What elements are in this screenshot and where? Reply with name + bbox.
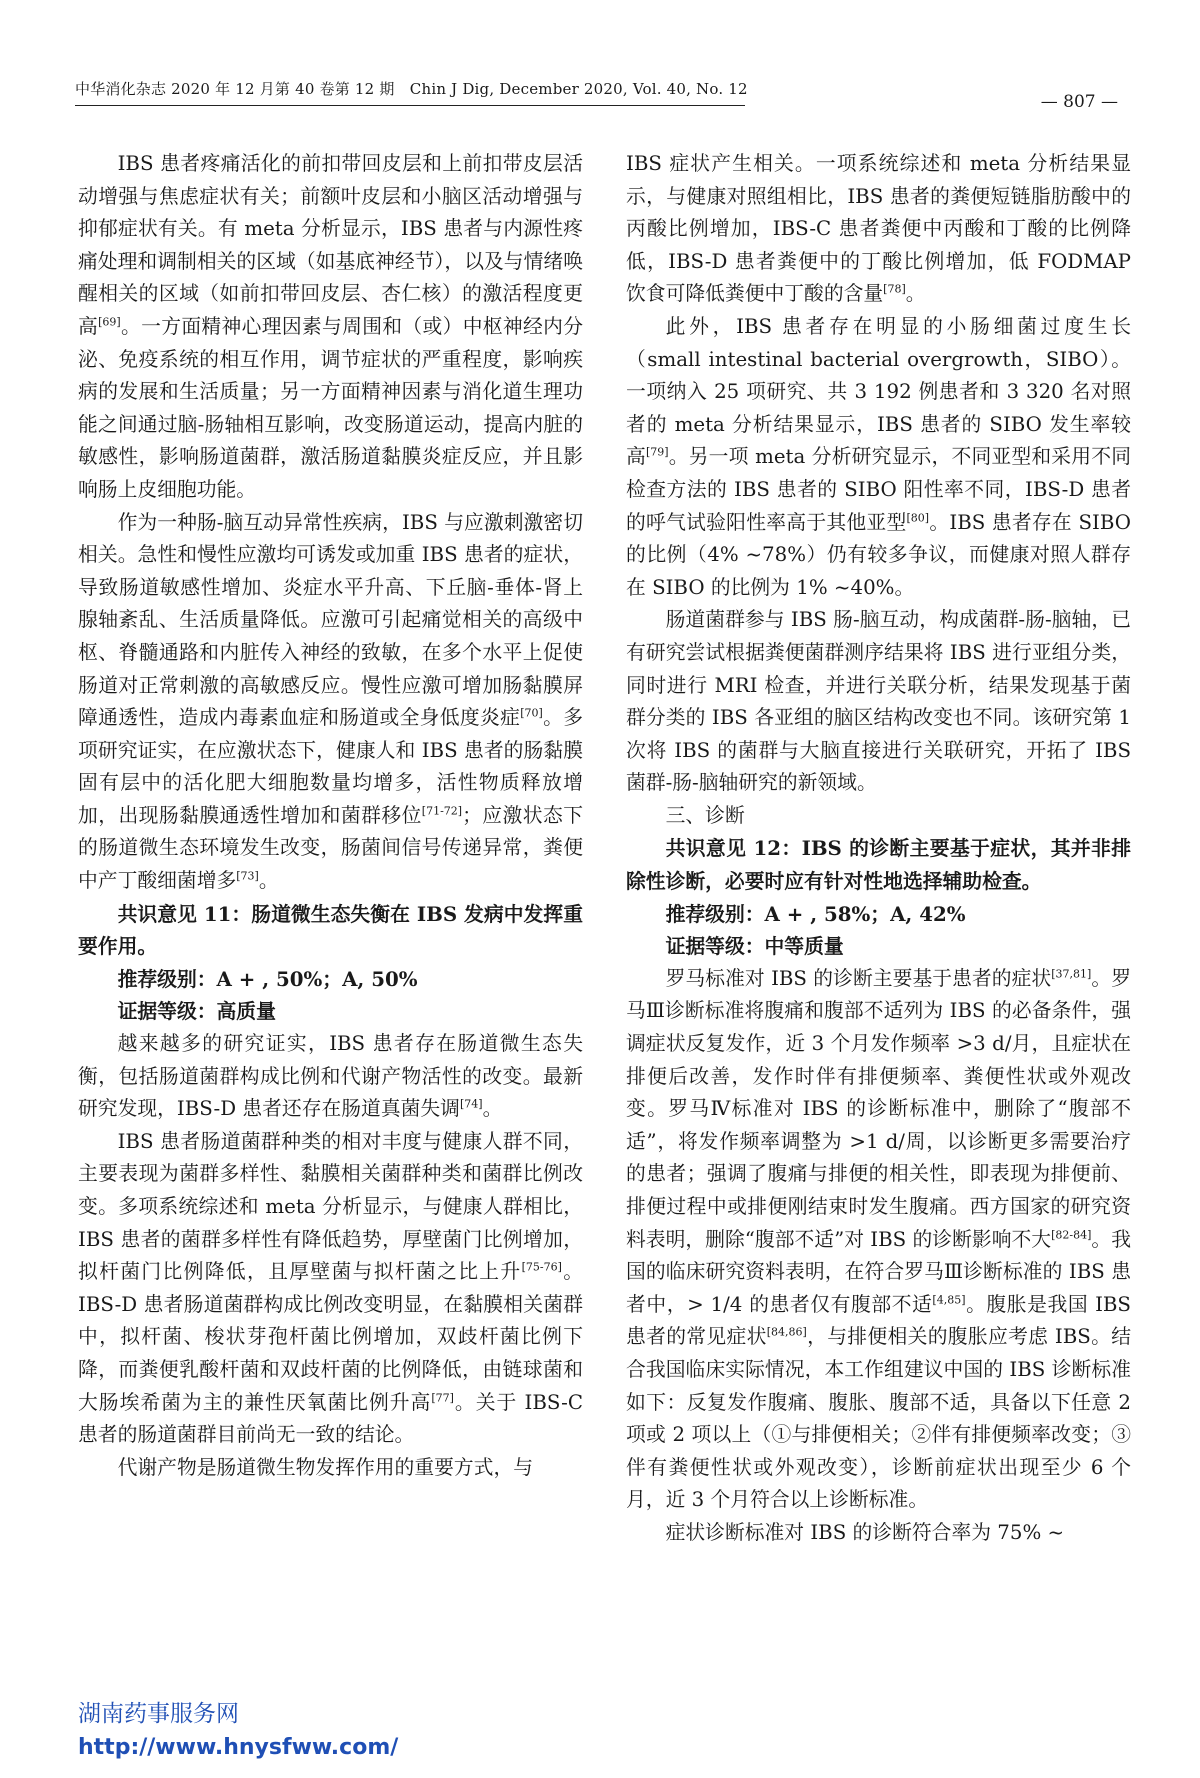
watermark[interactable] <box>78 1697 398 1765</box>
citation-ref: [75-76] <box>521 1260 562 1274</box>
citation-ref: [71-72] <box>421 804 463 818</box>
citation-ref: [77] <box>431 1390 454 1404</box>
paragraph <box>626 148 1131 311</box>
consensus-statement <box>626 832 1131 897</box>
text-run: 此外，IBS 患者存在明显的小肠细菌过度生长（small intestinal bacterial overgrowth，SIBO）。一项纳入 25 项研究、共 3 192 例患者和 3 320 名对照者的 meta 分析结果显示，IBS 患者的 SIBO 发生率较高 <box>626 314 1131 469</box>
paragraph <box>78 1126 583 1452</box>
text-run: 肠道菌群参与 IBS 肠-脑互动，构成菌群-肠-脑轴，已有研究尝试根据粪便菌群测序结果将 IBS 进行亚组分类，同时进行 MRI 检查，并进行关联分析，结果发现基于菌群分类的 IBS 各亚组的脑区结构改变也不同。该研究第 1 次将 IBS 的菌群与大脑直接进行关联研究，开拓了 IBS 菌群-肠-脑轴研究的新领域。 <box>626 608 1131 795</box>
text-run: 。一方面精神心理因素与周围和（或）中枢神经内分泌、免疫系统的相互作用，调节症状的严重程度，影响疾病的发展和生活质量；另一方面精神因素与消化道生理功能之间通过脑-肠轴相互影响，改变肠道运动，提高内脏的敏感性，影响肠道菌群，激活肠道黏膜炎症反应，并且影响肠上皮细胞功能。 <box>78 314 583 501</box>
text-run: 作为一种肠-脑互动异常性疾病，IBS 与应激刺激密切相关。急性和慢性应激均可诱发或加重 IBS 患者的症状，导致肠道敏感性增加、炎症水平升高、下丘脑-垂体-肾上腺轴紊乱、生活质量降低。应激可引起痛觉相关的高级中枢、脊髓通路和内脏传入神经的致敏，在多个水平上促使肠道对正常刺激的高敏感反应。慢性应激可增加肠黏膜屏障通透性，造成内毒素血症和肠道或全身低度炎症 <box>78 510 583 730</box>
paragraph <box>626 1517 1131 1550</box>
text-run: 罗马标准对 IBS 的诊断主要基于患者的症状 <box>665 966 1052 990</box>
text-run: IBS 患者肠道菌群种类的相对丰度与健康人群不同，主要表现为菌群多样性、黏膜相关菌群种类和菌群比例改变。多项系统综述和 meta 分析显示，与健康人群相比，IBS 患者的菌群多样性有降低趋势，厚壁菌门比例增加，拟杆菌门比例降低，且厚壁菌与拟杆菌之比上升 <box>78 1129 583 1284</box>
citation-ref: [4,85] <box>932 1293 966 1307</box>
text-run: 推荐级别：A + , 50%；A, 50% <box>117 966 418 991</box>
text-run: 三、诊断 <box>665 803 745 827</box>
citation-ref: [80] <box>906 510 930 524</box>
text-run: 。关于 IBS-C 患者的肠道菌群目前尚无一致的结论。 <box>78 1390 583 1447</box>
text-run: ；应激状态下的肠道微生态环境发生改变，肠菌间信号传递异常，粪便中产丁酸细菌增多 <box>78 803 583 893</box>
text-run: 共识意见 11：肠道微生态失衡在 IBS 发病中发挥重要作用。 <box>78 901 583 959</box>
watermark-site-name: 湖南药事服务网 <box>78 1701 239 1727</box>
paragraph <box>626 800 1131 833</box>
text-run: IBS 患者疼痛活化的前扣带回皮层和上前扣带皮层活动增强与焦虑症状有关；前额叶皮层和小脑区活动增强与抑郁症状有关。有 meta 分析显示，IBS 患者与内源性疼痛处理和调制相关的区域（如基底神经节），以及与情绪唤醒相关的区域（如前扣带回皮层、杏仁核）的激活程度更高 <box>78 152 583 338</box>
consensus-statement <box>78 898 583 963</box>
text-run: 。我国的临床研究资料表明，在符合罗马Ⅲ诊断标准的 IBS 患者中，> 1/4 的患者仅有腹部不适 <box>626 1227 1131 1316</box>
text-run: 证据等级：中等质量 <box>665 934 844 959</box>
consensus-statement <box>78 963 583 996</box>
paragraph <box>626 963 1131 1517</box>
citation-ref: [82-84] <box>1051 1228 1092 1241</box>
text-run: 代谢产物是肠道微生物发挥作用的重要方式，与 <box>117 1455 534 1479</box>
citation-ref: [78] <box>883 282 906 296</box>
consensus-statement <box>626 898 1131 931</box>
text-run: 。IBS 患者存在 SIBO 的比例（4% ~78%）仍有较多争议，而健康对照人群存在 SIBO 的比例为 1% ~40%。 <box>626 510 1131 599</box>
running-header: 中华消化杂志 2020 年 12 月第 40 卷第 12 期 Chin J Dig, December 2020, Vol. 40, No. 12 <box>75 78 745 106</box>
text-run: 。多项研究证实，在应激状态下，健康人和 IBS 患者的肠黏膜固有层中的活化肥大细胞数量均增多，活性物质释放增加，出现肠黏膜通透性增加和菌群移位 <box>78 706 583 827</box>
text-run: 。 <box>482 1097 503 1121</box>
citation-ref: [69] <box>98 315 121 329</box>
citation-ref: [84,86] <box>766 1325 807 1339</box>
paragraph <box>626 604 1131 800</box>
paragraph <box>78 507 583 898</box>
page-number: — 807 — <box>1040 92 1118 112</box>
text-run: 。 <box>905 282 926 306</box>
paragraph <box>626 311 1131 604</box>
citation-ref: [79] <box>645 445 669 459</box>
text-run: 推荐级别：A + , 58%；A, 42% <box>665 901 966 926</box>
text-run: 。罗马Ⅲ诊断标准将腹痛和腹部不适列为 IBS 的必备条件，强调症状反复发作，近 3 个月发作频率 >3 d/月，且症状在排便后改善，发作时伴有排便频率、粪便性状或外观改变。罗马Ⅳ标准对 IBS 的诊断标准中，删除了“腹部不适”，将发作频率调整为 >1 d/周，以诊断更多需要治疗的患者；强调了腹痛与排便的相关性，即表现为排便前、排便过程中或排便刚结束时发生腹痛。西方国家的研究资料表明，删除“腹部不适”对 IBS 的诊断影响不大 <box>626 966 1131 1251</box>
text-run: 。腹胀是我国 IBS 患者的常见症状 <box>626 1292 1131 1349</box>
paragraph <box>78 148 583 507</box>
text-run: 共识意见 12：IBS 的诊断主要基于症状，其并非排除性诊断，必要时应有针对性地选择辅助检查。 <box>626 836 1131 894</box>
consensus-statement <box>626 930 1131 963</box>
text-run: 越来越多的研究证实，IBS 患者存在肠道微生态失衡，包括肠道菌群构成比例和代谢产物活性的改变。最新研究发现，IBS-D 患者还存在肠道真菌失调 <box>78 1032 583 1121</box>
left-column <box>78 148 583 1484</box>
citation-ref: [37,81] <box>1051 967 1092 981</box>
text-run: 。 <box>258 869 279 893</box>
text-run: ，与排便相关的腹胀应考虑 IBS。结合我国临床实际情况，本工作组建议中国的 IBS 诊断标准如下：反复发作腹痛、腹胀、腹部不适，具备以下任意 2 项或 2 项以上（①与排便相关；②伴有排便频率改变；③伴有粪便性状或外观改变），诊断前症状出现至少 6 个月，近 3 个月符合以上诊断标准。 <box>626 1325 1131 1512</box>
citation-ref: [70] <box>520 706 543 720</box>
text-run: IBS 症状产生相关。一项系统综述和 meta 分析结果显示，与健康对照组相比，IBS 患者的粪便短链脂肪酸中的丙酸比例增加，IBS-C 患者粪便中丙酸和丁酸的比例降低，IBS-D 患者粪便中的丁酸比例增加，低 FODMAP 饮食可降低粪便中丁酸的含量 <box>626 152 1131 306</box>
citation-ref: [73] <box>236 869 259 883</box>
right-column <box>626 148 1131 1550</box>
consensus-statement <box>78 995 583 1028</box>
paragraph <box>78 1452 583 1485</box>
text-run: 证据等级：高质量 <box>117 999 276 1024</box>
text-run: 。IBS-D 患者肠道菌群构成比例改变明显，在黏膜相关菌群中，拟杆菌、梭状芽孢杆菌比例增加，双歧杆菌比例下降，而粪便乳酸杆菌和双歧杆菌的比例降低，由链球菌和大肠埃希菌为主的兼性厌氧菌比例升高 <box>78 1260 583 1414</box>
text-run: 。另一项 meta 分析研究显示，不同亚型和采用不同检查方法的 IBS 患者的 SIBO 阳性率不同，IBS-D 患者的呼气试验阳性率高于其他亚型 <box>626 445 1131 534</box>
paragraph <box>78 1028 583 1126</box>
watermark-url-link[interactable]: http://www.hnysfww.com/ <box>78 1735 399 1760</box>
citation-ref: [74] <box>459 1097 483 1111</box>
text-run: 症状诊断标准对 IBS 的诊断符合率为 75% ~ <box>665 1520 1065 1544</box>
